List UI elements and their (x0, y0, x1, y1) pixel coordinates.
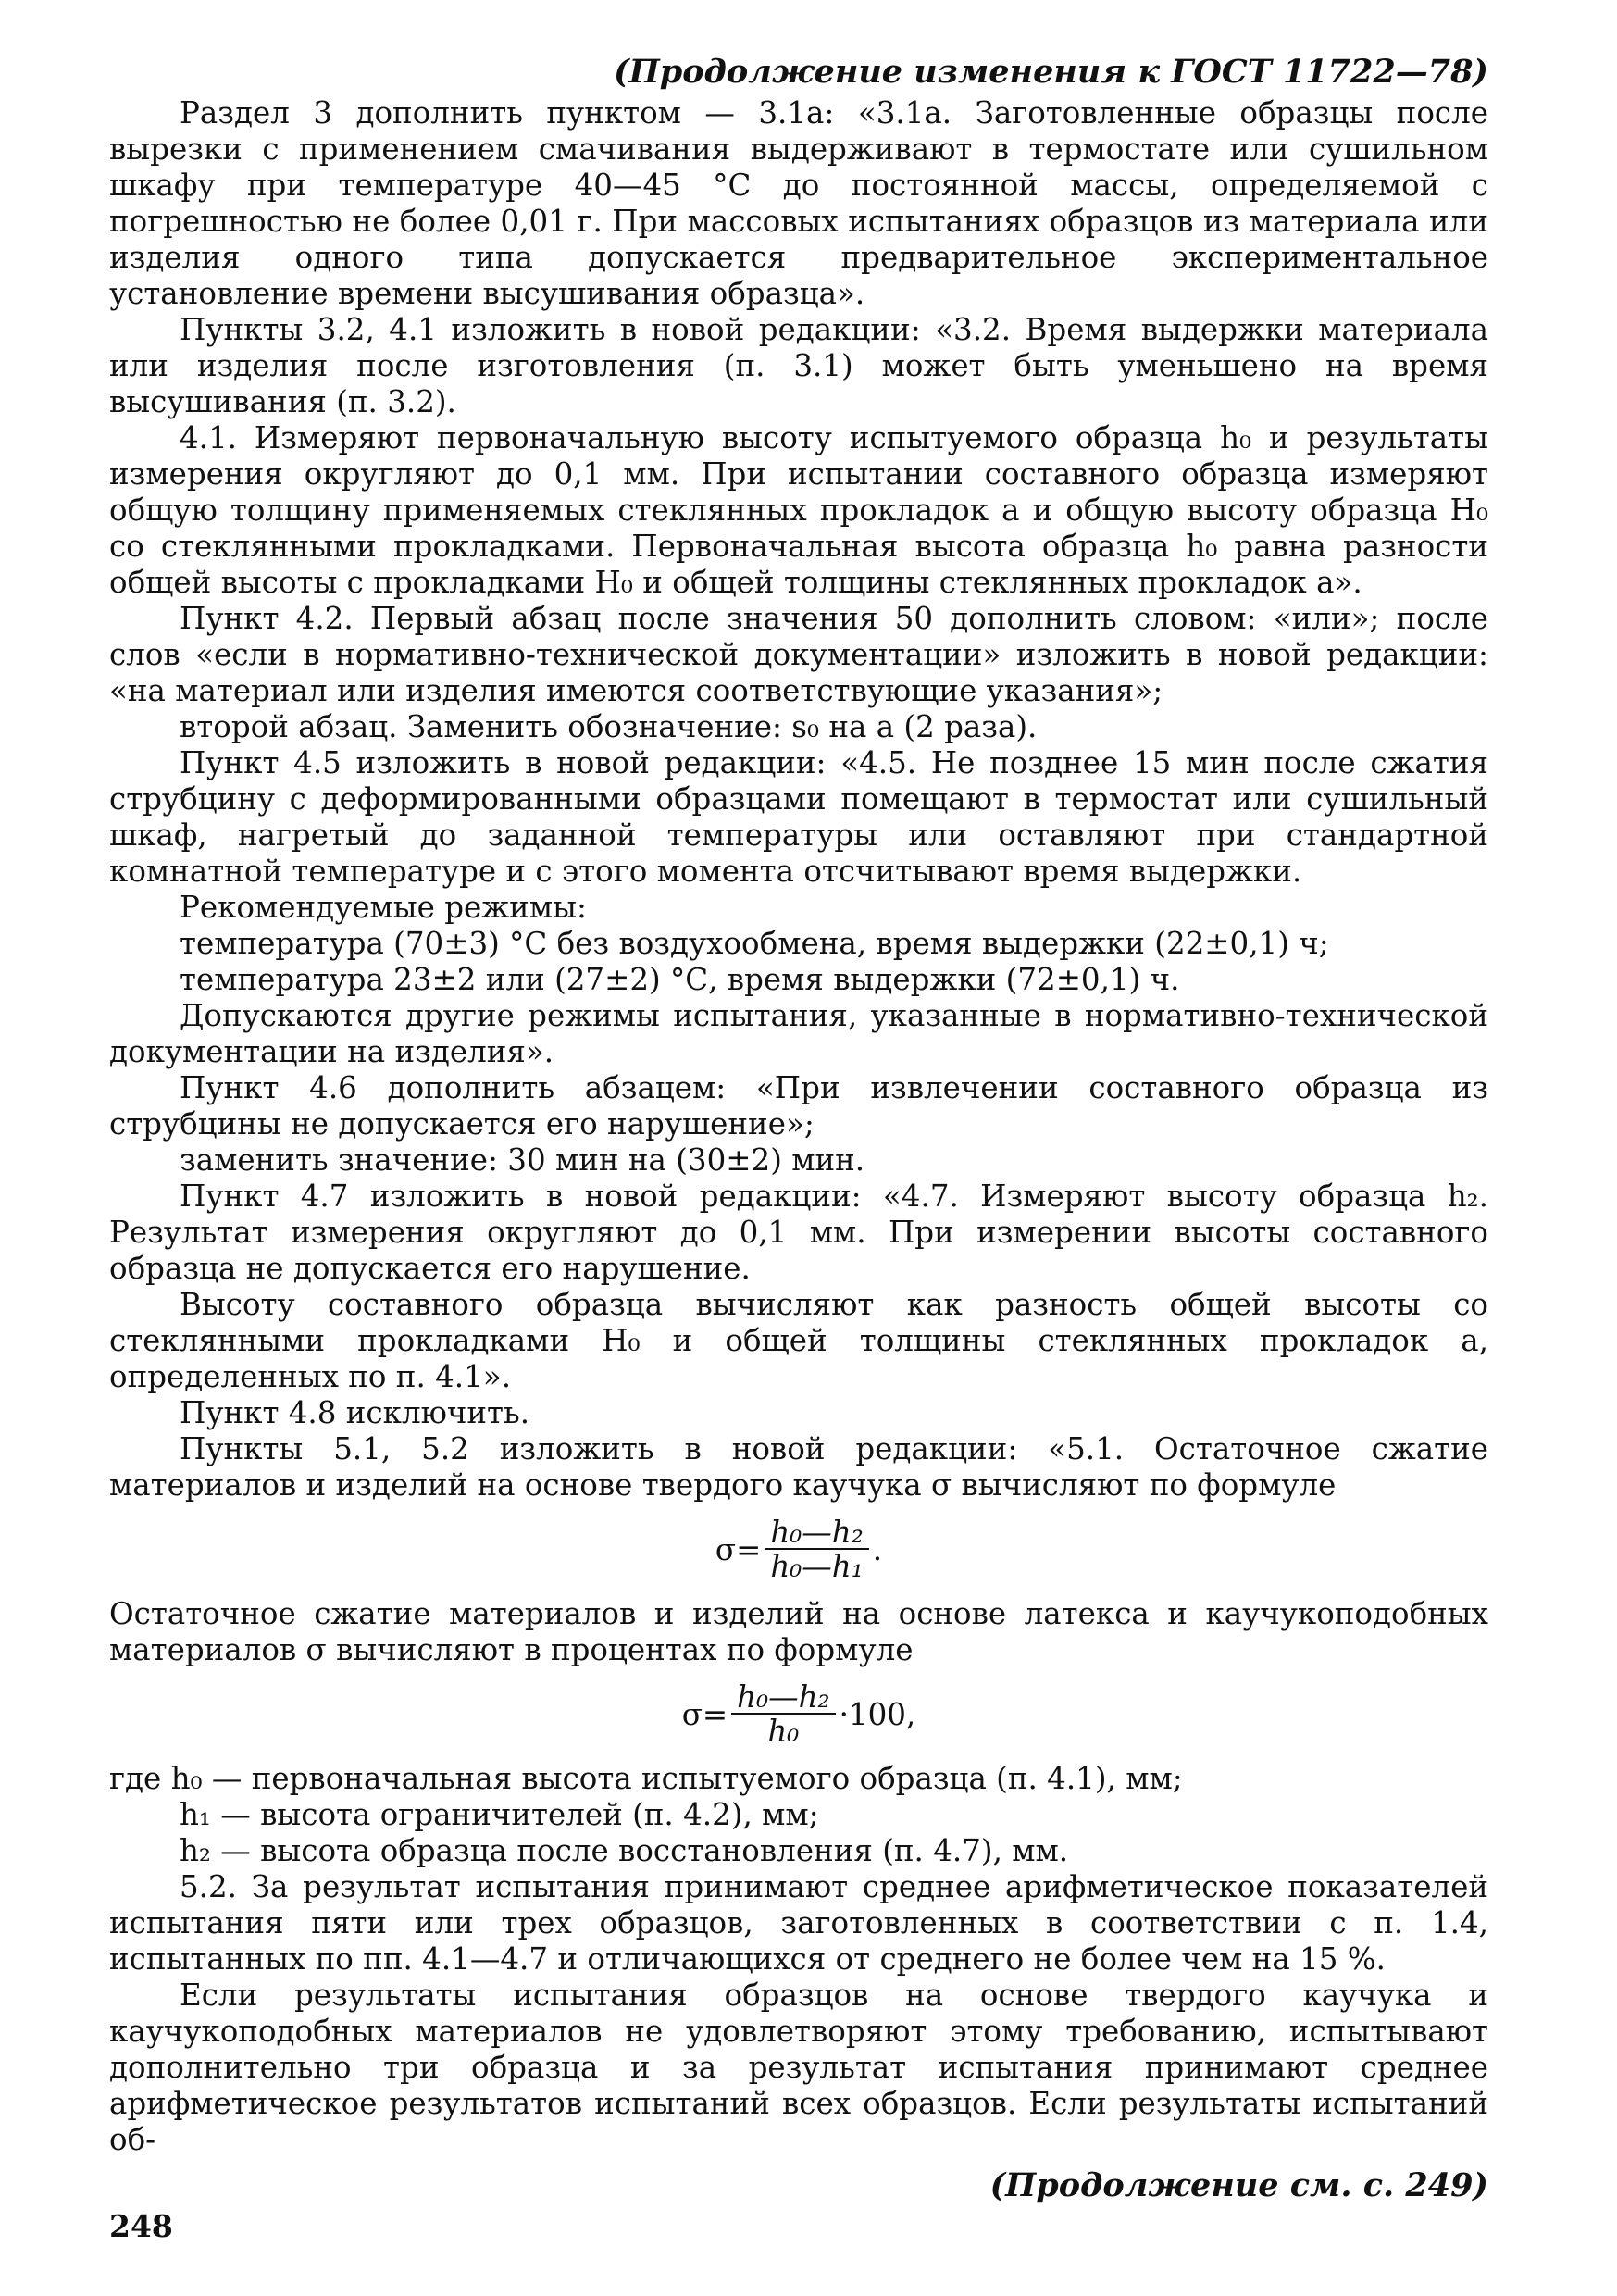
formula2-numerator: h₀—h₂ (731, 1681, 835, 1715)
paragraph-second-abzac: второй абзац. Заменить обозначение: s₀ на a (2 раза). (180, 709, 1038, 744)
formula1-fraction (765, 1516, 868, 1583)
paragraph-4-5: Пункт 4.5 изложить в новой редакции: «4.5. Не позднее 15 мин после сжатия струбцину с деформированными образцами помещают в термостат или сушильный шкаф, нагретый до заданной температуры или оставляют при стандартной комнатной температуре и с этого момента отсчитывают время выдержки. (109, 745, 1488, 889)
formula1-right: . (872, 1531, 883, 1567)
paragraph-mode-1: температура (70±3) °С без воздухообмена, время выдержки (22±0,1) ч; (180, 926, 1329, 961)
where-line-h2: h₂ — высота образца после восстановления (п. 4.7), мм. (180, 1833, 1069, 1868)
formula1-denominator: h₀—h₁ (770, 1549, 864, 1584)
paragraph-4-6: Пункт 4.6 дополнить абзацем: «При извлечении составного образца из струбцины не допускается его нарушение»; (109, 1070, 1488, 1142)
paragraph-replace-value: заменить значение: 30 мин на (30±2) мин. (180, 1142, 865, 1178)
formula2-left: σ= (681, 1696, 728, 1732)
paragraph-retest: Если результаты испытания образцов на основе твердого каучука и каучукоподобных материалов не удовлетворяют этому требованию, испытывают дополнительно три образца и за результат испытания принимают среднее арифметическое результатов испытаний всех образцов. Если результаты испытаний об- (109, 1978, 1488, 2157)
formula-hard-rubber (109, 1516, 1488, 1583)
formula-latex (109, 1681, 1488, 1748)
page-footer-continuation: (Продолжение см. с. 249) (989, 2166, 1488, 2204)
paragraph-other-modes: Допускаются другие режимы испытания, указанные в нормативно-технической документации на изделия». (109, 998, 1488, 1069)
paragraph-points-3-2: Пункты 3.2, 4.1 изложить в новой редакции: «3.2. Время выдержки материала или изделия после изготовления (п. 3.1) может быть уменьшено на время высушивания (п. 3.2). (109, 312, 1488, 419)
formula2-right: ·100, (839, 1696, 916, 1732)
paragraph-4-7: Пункт 4.7 изложить в новой редакции: «4.7. Измеряют высоту образца h₂. Результат измерения округляют до 0,1 мм. При измерении высоты составного образца не допускается его нарушение. (109, 1179, 1488, 1286)
formula1-numerator: h₀—h₂ (765, 1516, 868, 1550)
formula2-fraction (731, 1681, 835, 1748)
paragraph-4-1: 4.1. Измеряют первоначальную высоту испытуемого образца h₀ и результаты измерения округляют до 0,1 мм. При испытании составного образца измеряют общую толщину применяемых стеклянных прокладок a и общую высоту образца H₀ со стеклянными прокладками. Первоначальная высота образца h₀ равна разности общей высоты с прокладками H₀ и общей толщины стеклянных прокладок a». (109, 420, 1488, 600)
paragraph-4-2: Пункт 4.2. Первый абзац после значения 50 дополнить словом: «или»; после слов «если в нормативно-технической документации» изложить в новой редакции: «на материал или изделия имеются соответствующие указания»; (109, 601, 1488, 708)
paragraph-section3: Раздел 3 дополнить пунктом — 3.1а: «3.1а. Заготовленные образцы после вырезки с применением смачивания выдерживают в термостате или сушильном шкафу при температуре 40—45 °С до постоянной массы, определяемой с погрешностью не более 0,01 г. При массовых испытаниях образцов из материала или изделия одного типа допускается предварительное экспериментальное установление времени высушивания образца». (109, 95, 1488, 311)
page-number: 248 (109, 2208, 173, 2244)
document-page (109, 54, 1488, 2203)
paragraph-composite-height: Высоту составного образца вычисляют как разность общей высоты со стеклянными прокладками H₀ и общей толщины стеклянных прокладок a, определенных по п. 4.1». (109, 1287, 1488, 1394)
paragraph-5-1: Пункты 5.1, 5.2 изложить в новой редакции: «5.1. Остаточное сжатие материалов и изделий на основе твердого каучука σ вычисляют по формуле (109, 1431, 1488, 1503)
paragraph-4-8: Пункт 4.8 исключить. (180, 1395, 530, 1430)
where-line-h1: h₁ — высота ограничителей (п. 4.2), мм; (180, 1797, 819, 1832)
paragraph-5-2: 5.2. За результат испытания принимают среднее арифметическое показателей испытания пяти или трех образцов, заготовленных в соответствии с п. 1.4, испытанных по пп. 4.1—4.7 и отличающихся от среднего не более чем на 15 %. (109, 1869, 1488, 1977)
paragraph-latex: Остаточное сжатие материалов и изделий на основе латекса и каучукоподобных материалов σ вычисляют в процентах по формуле (109, 1596, 1488, 1667)
paragraph-modes-title: Рекомендуемые режимы: (180, 890, 587, 925)
where-line-h0: где h₀ — первоначальная высота испытуемого образца (п. 4.1), мм; (109, 1761, 1183, 1796)
paragraph-mode-2: температура 23±2 или (27±2) °С, время выдержки (72±0,1) ч. (180, 962, 1180, 997)
formula2-denominator: h₀ (767, 1714, 800, 1749)
formula1-left: σ= (715, 1531, 762, 1567)
page-header: (Продолжение изменения к ГОСТ 11722—78) (614, 53, 1488, 91)
